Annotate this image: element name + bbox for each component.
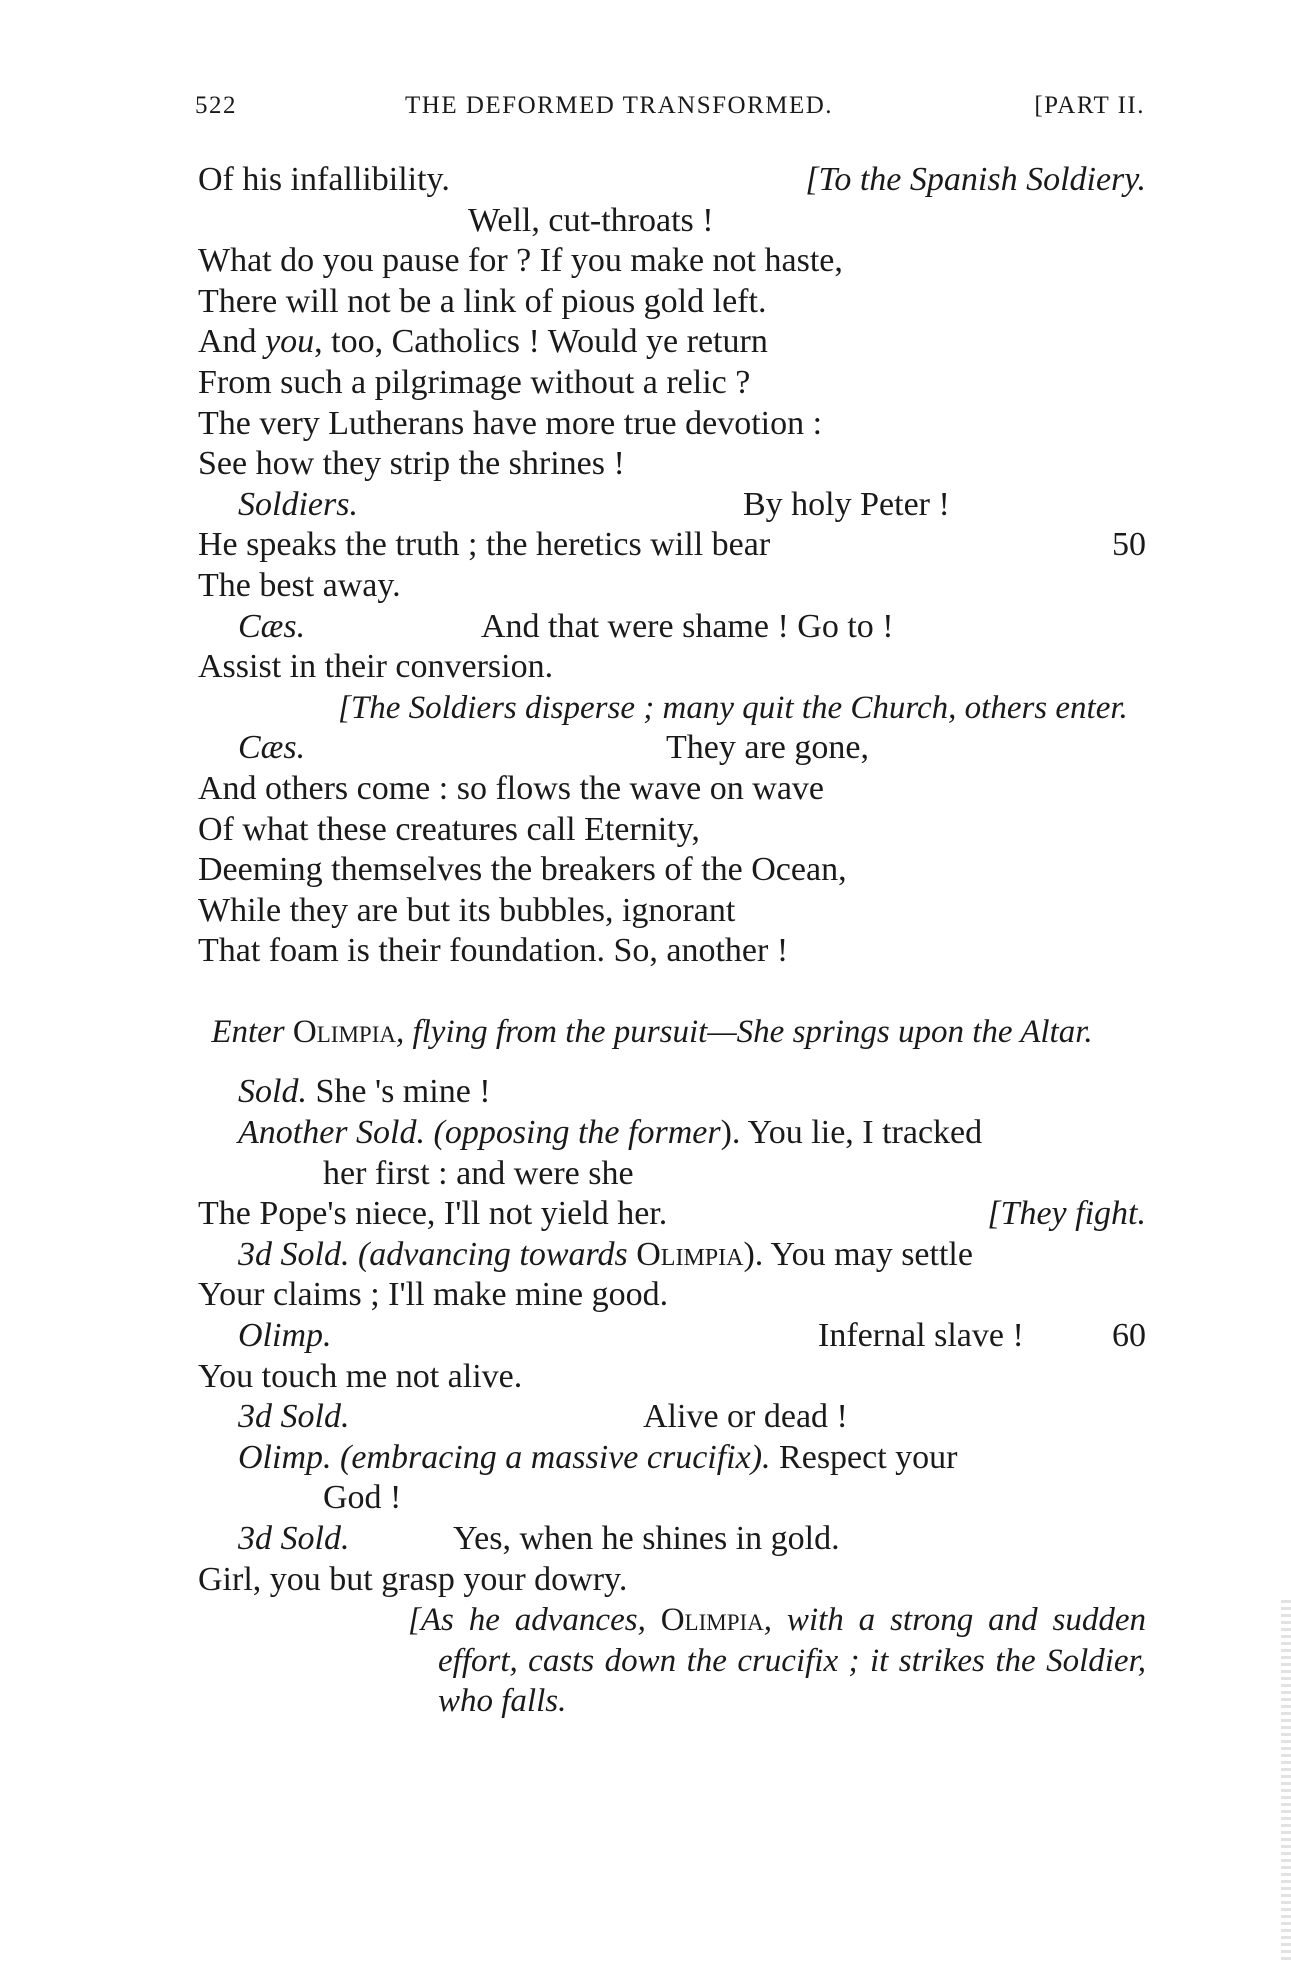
line-text: Yes, when he shines in gold. [453,1520,840,1557]
verse-line: Your claims ; I'll make mine good. [198,1276,669,1314]
speaker-name: Soldiers. [238,485,358,523]
line-text: The Pope's niece, I'll not yield her. [198,1195,668,1233]
verse-line [198,201,1146,242]
page-number: 522 [195,92,237,119]
line-text: Infernal slave ! [818,1317,1024,1355]
stage-direction: [To the Spanish Soldiery. [805,161,1146,198]
line-text: She 's mine ! [306,1073,491,1111]
verse-line [198,1113,1146,1154]
verse-line: The best away. [198,566,401,604]
speaker-name: Another Sold. ( [238,1114,445,1152]
verse-text [198,160,1146,1722]
verse-line [198,1316,1146,1357]
verse-line [198,1235,1146,1276]
line-text: They are gone, [666,729,869,767]
line-number: 50 [1112,526,1146,564]
stage-direction: [They fight. [987,1195,1146,1233]
verse-line: Deeming themselves the breakers of the Ocean, [198,851,847,889]
speaker-name: Olimp. [238,1438,332,1476]
direction-text: Enter [211,1013,293,1050]
entrance-direction [198,1012,1146,1053]
speaker-name: Cæs. [238,607,306,645]
verse-line [198,160,1146,201]
verse-line: There will not be a link of pious gold left. [198,282,767,320]
stage-direction: (embracing a massive crucifix). [331,1438,771,1476]
verse-line: And others come : so flows the wave on wave [198,769,825,807]
spacer [198,972,1146,1012]
line-number: 60 [1112,1317,1146,1355]
speaker-name: 3d Sold. [238,1520,350,1557]
verse-line: God ! [323,1479,402,1517]
speaker-name: 3d Sold. [238,1235,350,1273]
speaker-name: Sold. [238,1073,307,1111]
verse-line: That foam is their foundation. So, another ! [198,932,789,970]
stage-direction: [The Soldiers disperse ; many quit the Church, others enter. [338,689,1128,726]
verse-line [198,485,1146,526]
character-name: Olimpia [636,1235,744,1273]
line-text: He speaks the truth ; the heretics will bear [198,526,771,564]
verse-line [198,525,1146,566]
verse-line [198,1072,1146,1113]
scan-edge-artifact [1281,1600,1291,1960]
verse-line: Girl, you but grasp your dowry. [198,1560,628,1598]
running-title: THE DEFORMED TRANSFORMED. [405,92,834,119]
page-header [195,92,1145,132]
verse-line: her first : and were she [323,1154,634,1192]
line-text: By holy Peter ! [743,485,950,523]
stage-direction: (advancing towards [349,1235,637,1273]
line-text: , too, Catholics ! Would ye return [314,323,768,361]
character-name: Olimpia [660,1602,764,1639]
direction-text: , flying from the pursuit—She springs upon the Altar. [395,1013,1093,1050]
verse-line [198,1519,1146,1560]
emphasis: you [265,323,315,361]
line-text: ). You may settle [743,1235,973,1273]
speaker-name: 3d Sold. [238,1398,350,1436]
line-text: And that were shame ! Go to ! [481,607,894,645]
verse-line [198,1397,1146,1438]
verse-line: See how they strip the shrines ! [198,445,625,483]
direction-text: , with a strong and sudden effort, casts down the crucifix ; it strikes the Soldier, who falls. [438,1602,1146,1720]
line-text: Respect your [770,1438,958,1476]
verse-line [198,1194,1146,1235]
verse-line: The very Lutherans have more true devotion : [198,404,823,442]
verse-line: While they are but its bubbles, ignorant [198,891,736,929]
line-text: Alive or dead ! [643,1398,848,1436]
direction-text: [As he advances, [408,1602,661,1639]
stage-direction [288,1600,1146,1722]
verse-line [198,728,1146,769]
verse-line [198,607,1146,648]
part-label: [PART II. [1034,92,1145,119]
line-text: And [198,323,266,361]
stage-direction: opposing the former [444,1114,721,1152]
verse-line [198,1438,1146,1479]
verse-line: Of what these creatures call Eternity, [198,810,700,848]
speaker-name: Olimp. [238,1317,332,1355]
line-text: ). You lie, I tracked [720,1114,983,1152]
verse-line: Assist in their conversion. [198,648,554,686]
speaker-name: Cæs. [238,729,306,767]
verse-line: You touch me not alive. [198,1357,523,1395]
line-text: Well, cut-throats ! [468,201,714,239]
character-name: Olimpia [292,1013,396,1050]
spacer [198,1052,1146,1072]
verse-line [198,322,1146,363]
verse-line: From such a pilgrimage without a relic ? [198,363,751,401]
verse-line: What do you pause for ? If you make not haste, [198,242,843,280]
line-text: Of his infallibility. [198,161,450,198]
